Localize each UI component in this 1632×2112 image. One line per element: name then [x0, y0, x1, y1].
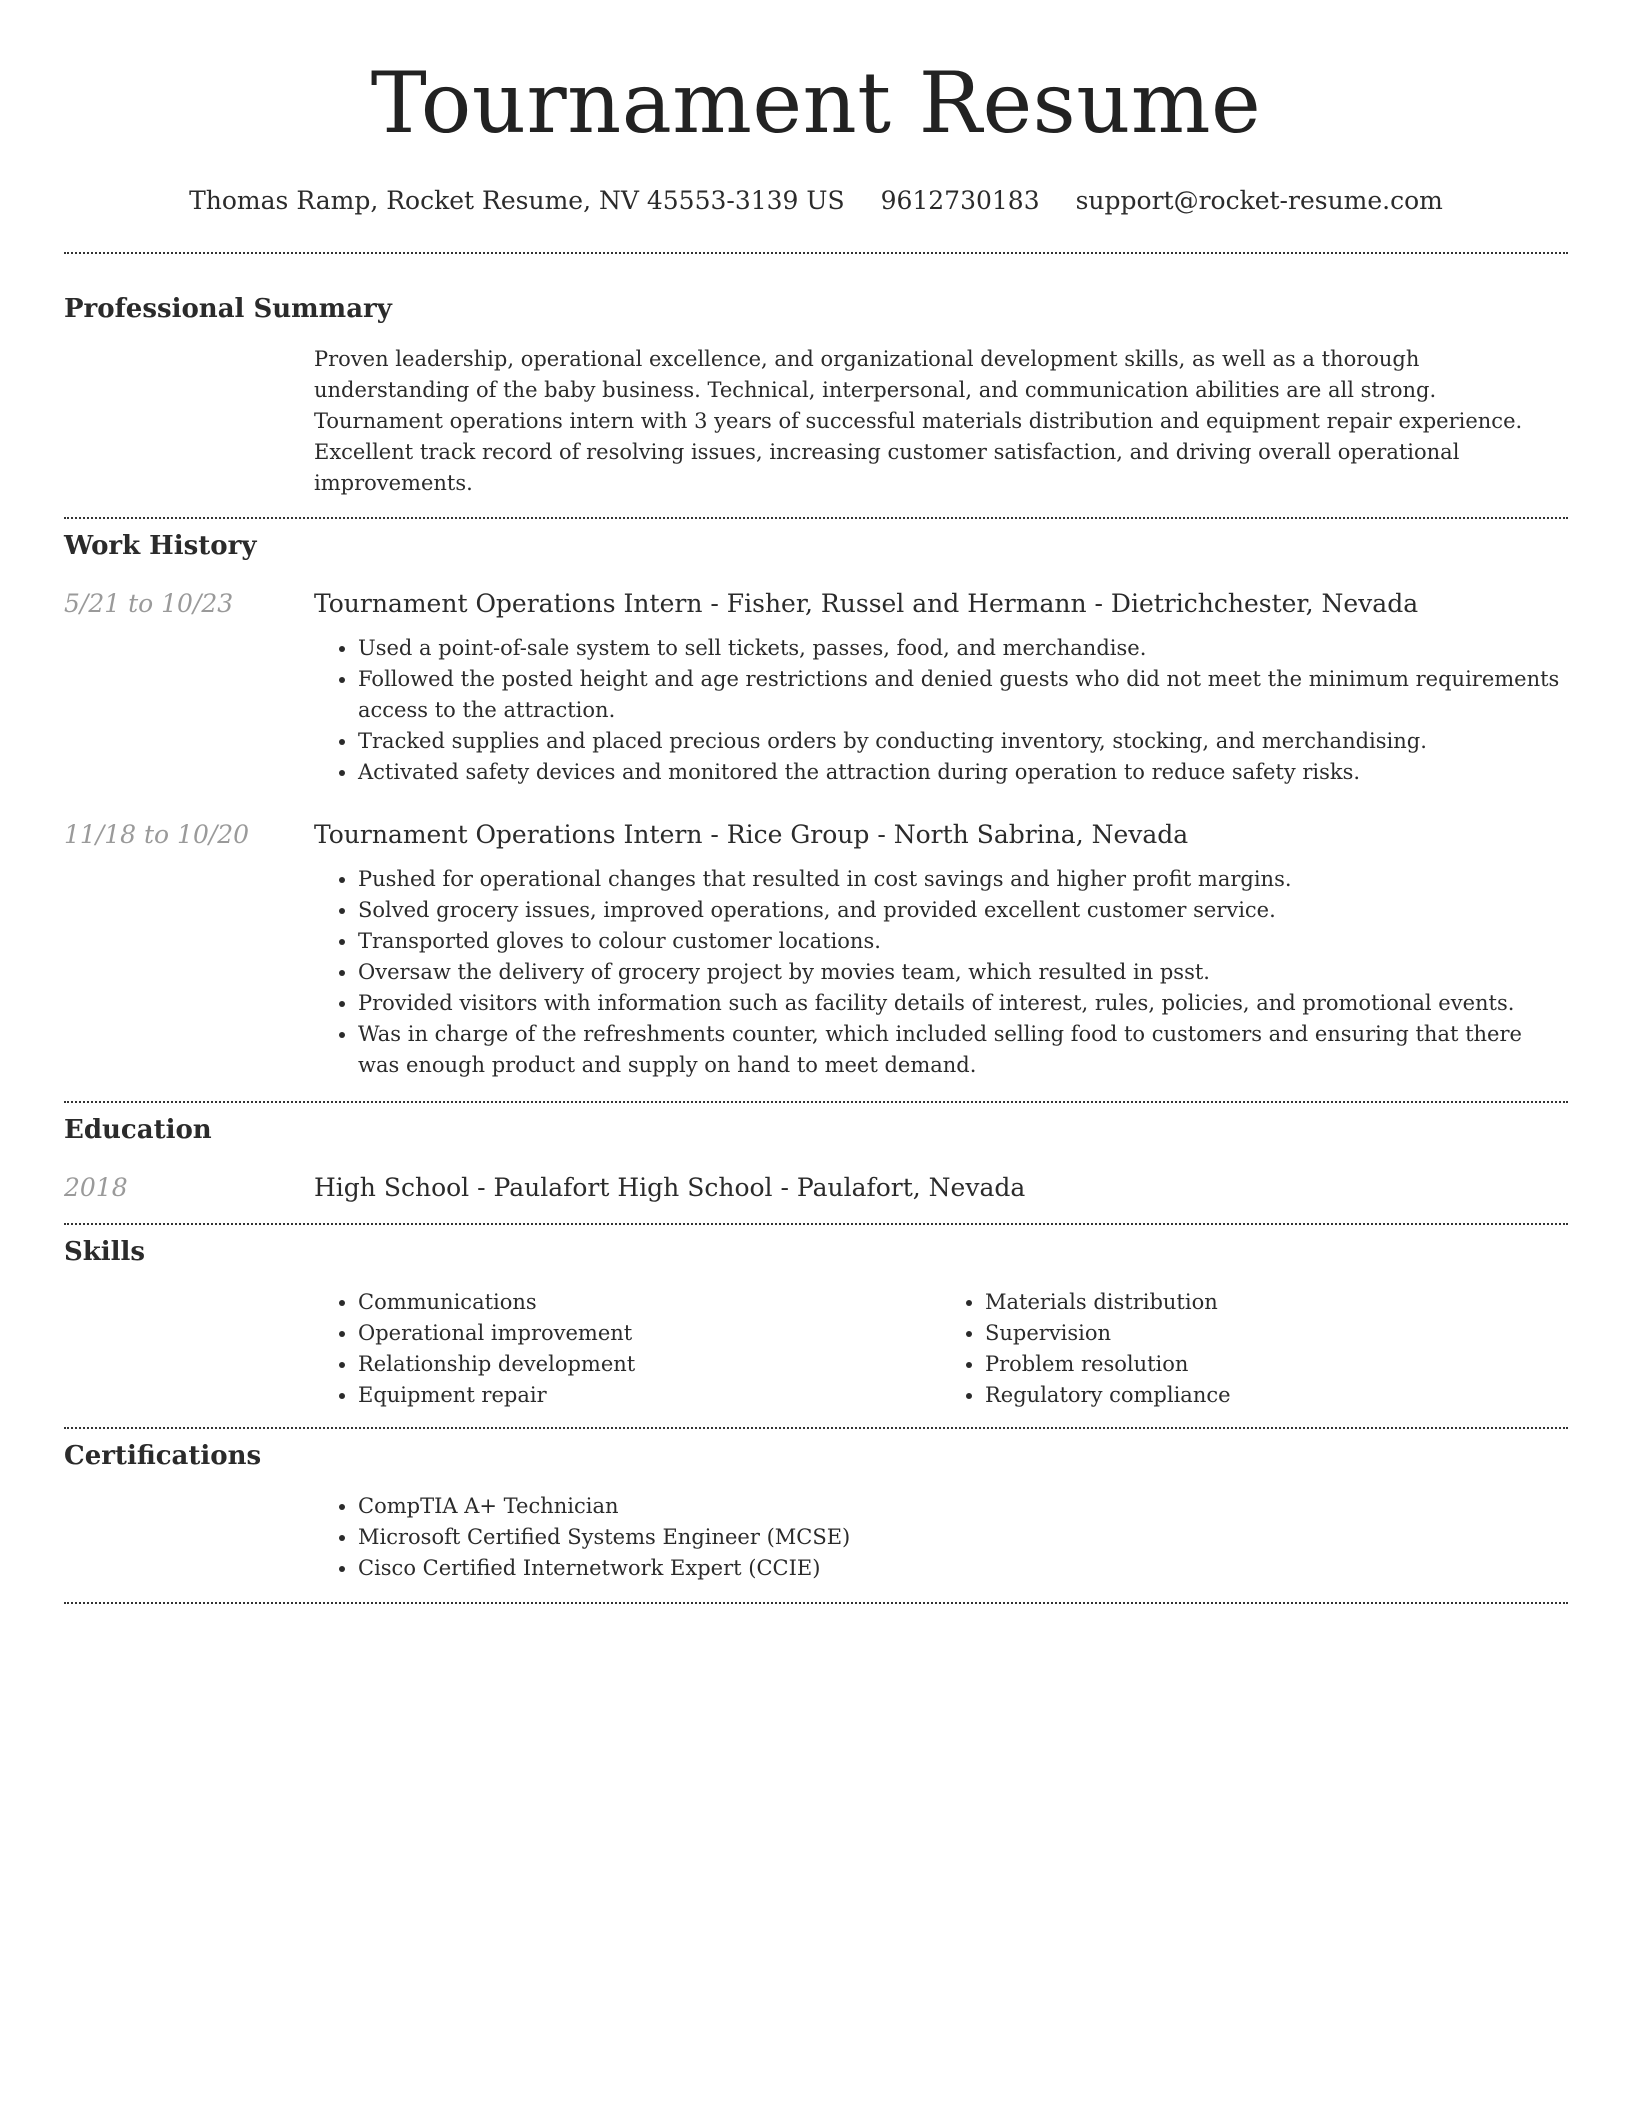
certifications-section — [64, 1429, 1568, 1584]
certifications-heading: Certifications — [64, 1441, 262, 1471]
page-title: Tournament Resume — [370, 54, 1262, 152]
education-year: 2018 — [64, 1173, 128, 1202]
skills-heading: Skills — [64, 1237, 146, 1267]
skill-item: • Relationship development — [358, 1349, 941, 1380]
summary-heading: Professional Summary — [64, 294, 392, 324]
education-entry: High School - Paulafort High School - Paulafort, Nevada — [314, 1173, 1026, 1202]
list-item: • Followed the posted height and age restrictions and denied guests who did not meet the minimum requirements access to the attraction. — [358, 664, 1568, 726]
job-duties — [314, 633, 1568, 788]
skill-item: • Regulatory compliance — [985, 1380, 1568, 1411]
list-item: • Tracked supplies and placed precious orders by conducting inventory, stocking, and merchandising. — [358, 726, 1568, 757]
work-history-heading: Work History — [64, 531, 257, 561]
list-item: • Activated safety devices and monitored the attraction during operation to reduce safety risks. — [358, 757, 1568, 788]
skills-list — [941, 1287, 1568, 1411]
certification-item: • Microsoft Certified Systems Engineer (MCSE) — [358, 1522, 1568, 1553]
contact-phone: 9612730183 — [880, 186, 1040, 215]
divider — [64, 1602, 1568, 1604]
job-title: Tournament Operations Intern - Fisher, Russel and Hermann - Dietrichchester, Nevada — [314, 589, 1419, 618]
work-history-section — [64, 519, 1568, 1081]
certification-item: • CompTIA A+ Technician — [358, 1491, 1568, 1522]
education-heading: Education — [64, 1115, 212, 1145]
job-title: Tournament Operations Intern - Rice Group - North Sabrina, Nevada — [314, 820, 1189, 849]
list-item: • Oversaw the delivery of grocery project by movies team, which resulted in psst. — [358, 957, 1568, 988]
skill-item: • Communications — [358, 1287, 941, 1318]
certifications-list — [314, 1491, 1568, 1584]
list-item: • Was in charge of the refreshments counter, which included selling food to customers and ensuring that there was enough product and supply on hand to meet demand. — [358, 1019, 1568, 1081]
skills-list — [314, 1287, 941, 1411]
contact-email: support@rocket-resume.com — [1075, 186, 1443, 215]
skill-item: • Equipment repair — [358, 1380, 941, 1411]
certification-item: • Cisco Certified Internetwork Expert (CCIE) — [358, 1553, 1568, 1584]
summary-section — [64, 254, 1568, 499]
job-duties — [314, 864, 1568, 1081]
list-item: • Used a point-of-sale system to sell tickets, passes, food, and merchandise. — [358, 633, 1568, 664]
skill-item: • Operational improvement — [358, 1318, 941, 1349]
contact-address: Thomas Ramp, Rocket Resume, NV 45553-3139 US — [189, 186, 845, 215]
list-item: • Solved grocery issues, improved operations, and provided excellent customer service. — [358, 895, 1568, 926]
job-dates: 11/18 to 10/20 — [64, 820, 250, 849]
skill-item: • Problem resolution — [985, 1349, 1568, 1380]
job-dates: 5/21 to 10/23 — [64, 589, 234, 618]
list-item: • Transported gloves to colour customer locations. — [358, 926, 1568, 957]
skills-section — [64, 1225, 1568, 1411]
job-entry — [64, 818, 1568, 1081]
list-item: • Provided visitors with information such as facility details of interest, rules, policies, and promotional events. — [358, 988, 1568, 1019]
skill-item: • Supervision — [985, 1318, 1568, 1349]
skill-item: • Materials distribution — [985, 1287, 1568, 1318]
list-item: • Pushed for operational changes that resulted in cost savings and higher profit margins. — [358, 864, 1568, 895]
job-entry — [64, 587, 1568, 788]
contact-line — [64, 184, 1568, 218]
summary-text: Proven leadership, operational excellence, and organizational development skills, as well as a thorough understanding of the baby business. Technical, interpersonal, and communication abilities are all strong. Tournament operations intern with 3 years of successful materials distribution and equipment repair experience. Excellent track record of resolving issues, increasing customer satisfaction, and driving overall operational improvements. — [314, 347, 1523, 495]
education-section — [64, 1103, 1568, 1205]
